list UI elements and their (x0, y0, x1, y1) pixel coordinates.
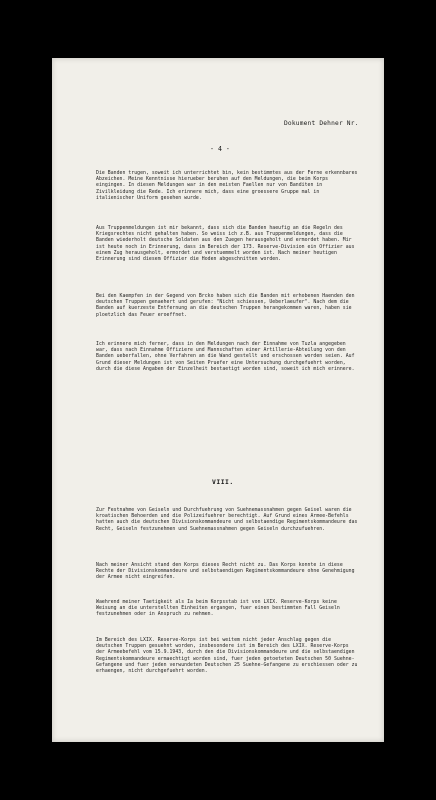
section-heading: VIII. (212, 478, 234, 486)
document-page (52, 58, 384, 742)
paragraph-3: Bei den Kaempfen in der Gegend von Brcko haben sich die Banden mit erhobenen Haenden den deutschen Truppen genaehert und gerufen: "Nicht schiessen, Ueberlaeufer". Nach dem die Banden auf kuerzeste Entfernung an die deutschen Truppen herangekommen waren, haben sie ploetzlich das Feuer eroeffnet. (96, 294, 355, 318)
page-number: - 4 - (210, 145, 230, 153)
section-paragraph-3: Waehrend meiner Taetigkeit als Ia beim Korpsstab ist von LXIX. Reserve-Korps keine Weisung an die unterstellten Einheiten ergangen, fuer einen bestimmten Fall Geiseln festzunehmen oder in Anspruch zu nehmen. (96, 600, 340, 618)
section-paragraph-1: Zur Festnahme von Geiseln und Durchfuehrung von Suehnemassnahmen gegen Geisel waren die kroatischen Behoerden und die Polizeifuehrer berechtigt. Auf Grund eines Armee-Befehls hatten auch die deutschen Divisionskommandeure und selbstaendige Regimentskommandeure das Recht, Geiseln festzunehmen und Suehnemassnahmen gegen Geiseln durchzufuehren. (96, 508, 358, 532)
paragraph-1: Die Banden trugen, soweit ich unterrichtet bin, kein bestimmtes aus der Ferne erkennbares Abzeichen. Meine Kenntnisse hierueber beruhen auf den Meldungen, die beim Korps eingingen. In diesen Meldungen war in den meisten Faellen nur von Banditen in Zivilkleidung die Rede. Ich erinnere mich, dass eine groessere Gruppe mal in italienischer Uniform gesehen wurde. (96, 171, 358, 201)
section-paragraph-4: Im Bereich des LXIX. Reserve-Korps ist bei weitem nicht jeder Anschlag gegen die deutschen Truppen gesuehnt worden, insbesondere ist im Bereich des LXIX. Reserve-Korps der Armeebefehl vom 15.9.1943, durch den die Divisionskommandeure und die selbstaendigen Regimentskommandeure ermaechtigt worden sind, fuer jeden getoeteten Deutschen 50 Suehne-Gefangene und fuer jeden verwundeten Deutschen 25 Suehne-Gefangene zu erschiessen oder zu erhaengen, nicht durchgefuehrt worden. (96, 638, 358, 675)
section-paragraph-2: Nach meiner Ansicht stand den Korps dieses Recht nicht zu. Das Korps konnte in diese Rechte der Divisionskommandeure und selbstaendigen Regimentskommandeure ohne Genehmigung der Armee nicht eingreifen. (96, 563, 355, 581)
paragraph-4: Ich erinnere mich ferner, dass in den Meldungen nach der Einnahme von Tuzla angegeben war, dass nach Einnahme Offiziere und Mannschaften einer Artillerie-Abteilung von den Banden ueberfallen, ohne Verfahren an die Wand gestellt und erschossen worden seien. Auf Grund dieser Meldungen ist von Seiten Pruefer eine Untersuchung durchgefuehrt worden, durch die diese Angaben der Einzelheit bestaetigt worden sind, soweit ich mich erinnere. (96, 342, 355, 372)
document-reference: Dokument Dehner Nr. (284, 120, 359, 127)
paragraph-2: Aus Truppenmeldungen ist mir bekannt, dass sich die Banden haeufig an die Regeln des Kriegsrechtes nicht gehalten haben. So weiss ich z.B. aus Truppenmeldungen, dass die Banden wiederholt deutsche Soldaten aus den Zuegen herausgeholt und ermordet haben. Mir ist heute noch in Erinnerung, dass im Bereich der 173. Reserve-Division ein Offizier aus einem Zug herausgeholt, ermordet und verstuemmelt worden ist. Nach meiner heutigen Erinnerung sind diesem Offizier die Hoden abgeschnitten worden. (96, 226, 355, 263)
